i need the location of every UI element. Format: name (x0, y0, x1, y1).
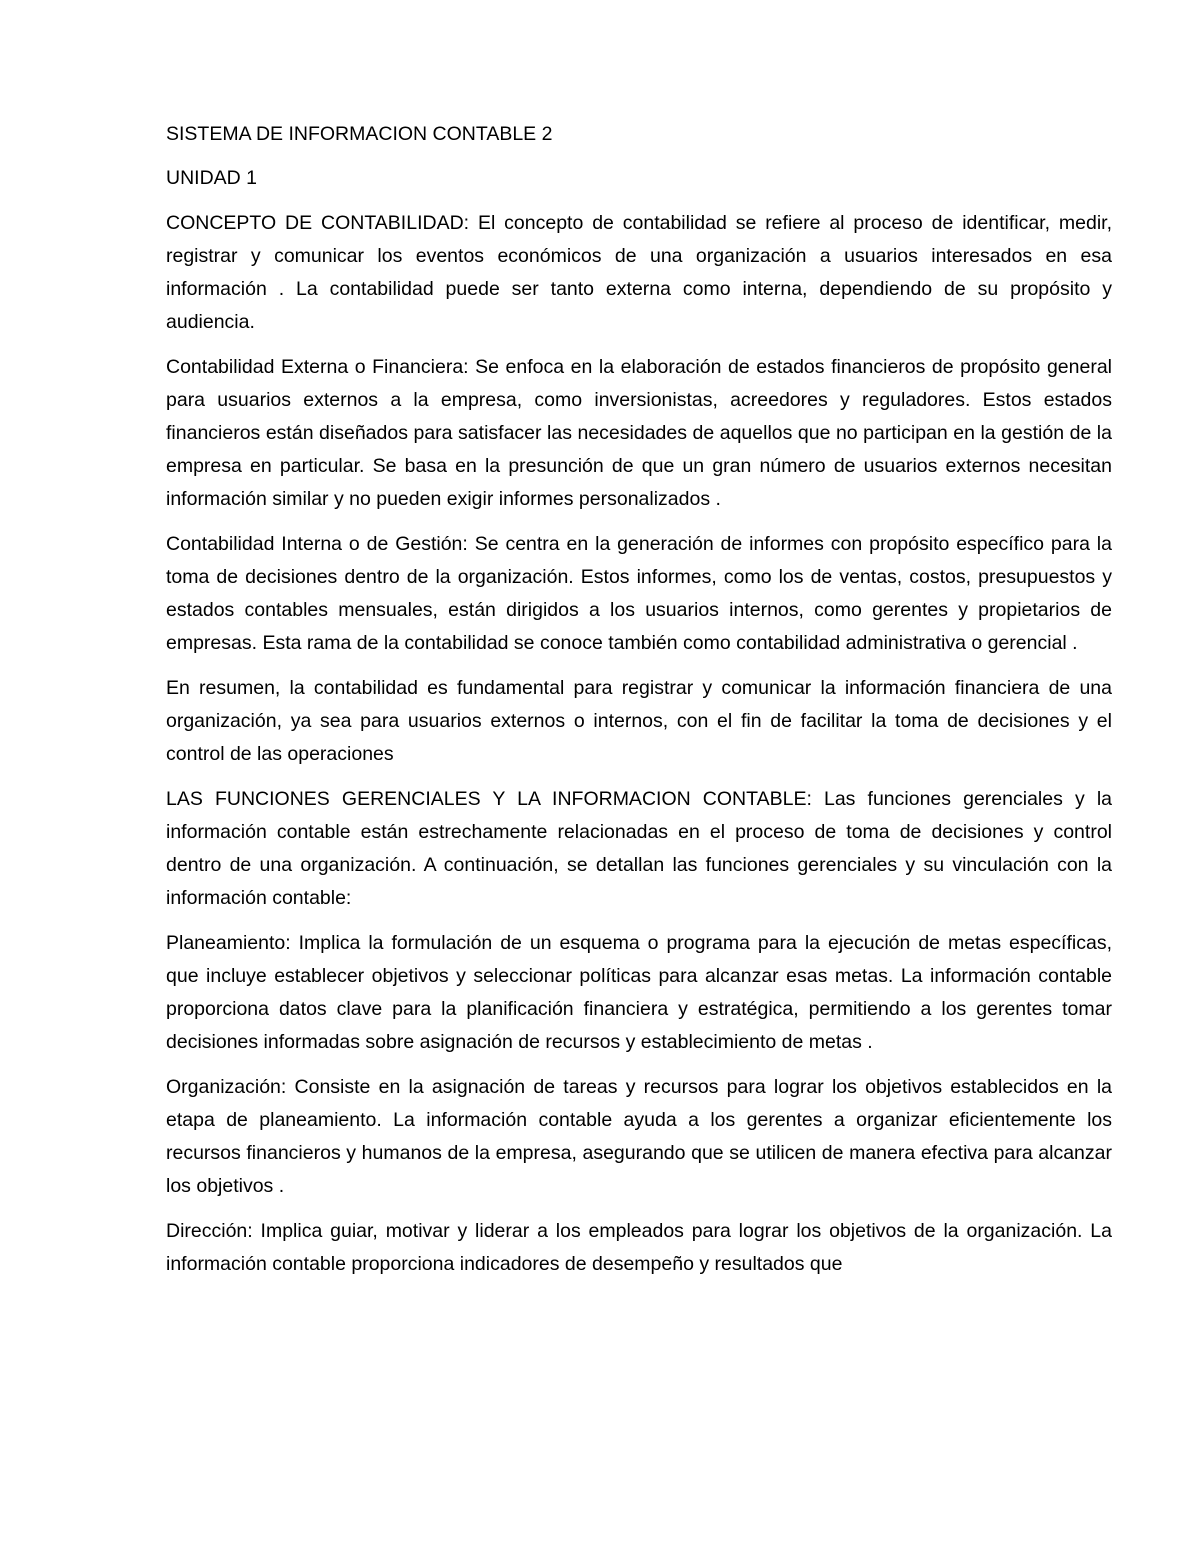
paragraph-contabilidad-externa: Contabilidad Externa o Financiera: Se enfoca en la elaboración de estados financieros de propósito general para usuarios externos a la empresa, como inversionistas, acreedores y reguladores. Estos estados financieros están diseñados para satisfacer las necesidades de aquellos que no participan en la gestión de la empresa en particular. Se basa en la presunción de que un gran número de usuarios externos necesitan información similar y no pueden exigir informes personalizados . (166, 356, 1112, 510)
paragraph-organizacion: Organización: Consiste en la asignación de tareas y recursos para lograr los objetivos establecidos en la etapa de planeamiento. La información contable ayuda a los gerentes a organizar eficientemente los recursos financieros y humanos de la empresa, asegurando que se utilicen de manera efectiva para alcanzar los objetivos . (166, 1076, 1112, 1197)
paragraph-planeamiento: Planeamiento: Implica la formulación de un esquema o programa para la ejecución de metas específicas, que incluye establecer objetivos y seleccionar políticas para alcanzar esas metas. La información contable proporciona datos clave para la planificación financiera y estratégica, permitiendo a los gerentes tomar decisiones informadas sobre asignación de recursos y establecimiento de metas . (166, 932, 1112, 1053)
document-body (166, 118, 1112, 1281)
paragraph-funciones-gerenciales: LAS FUNCIONES GERENCIALES Y LA INFORMACION CONTABLE: Las funciones gerenciales y la información contable están estrechamente relacionadas en el proceso de toma de decisiones y control dentro de una organización. A continuación, se detallan las funciones gerenciales y su vinculación con la información contable: (166, 788, 1112, 909)
document-title: SISTEMA DE INFORMACION CONTABLE 2 (166, 123, 553, 145)
paragraph-resumen: En resumen, la contabilidad es fundamental para registrar y comunicar la información financiera de una organización, ya sea para usuarios externos o internos, con el fin de facilitar la toma de decisiones y el control de las operaciones (166, 677, 1112, 765)
paragraph-concepto-contabilidad: CONCEPTO DE CONTABILIDAD: El concepto de contabilidad se refiere al proceso de identificar, medir, registrar y comunicar los eventos económicos de una organización a usuarios interesados en esa información . La contabilidad puede ser tanto externa como interna, dependiendo de su propósito y audiencia. (166, 212, 1112, 333)
unit-heading: UNIDAD 1 (166, 167, 258, 189)
paragraph-direccion: Dirección: Implica guiar, motivar y liderar a los empleados para lograr los objetivos de la organización. La información contable proporciona indicadores de desempeño y resultados que (166, 1220, 1112, 1275)
paragraph-contabilidad-interna: Contabilidad Interna o de Gestión: Se centra en la generación de informes con propósito específico para la toma de decisiones dentro de la organización. Estos informes, como los de ventas, costos, presupuestos y estados contables mensuales, están dirigidos a los usuarios internos, como gerentes y propietarios de empresas. Esta rama de la contabilidad se conoce también como contabilidad administrativa o gerencial . (166, 533, 1112, 654)
